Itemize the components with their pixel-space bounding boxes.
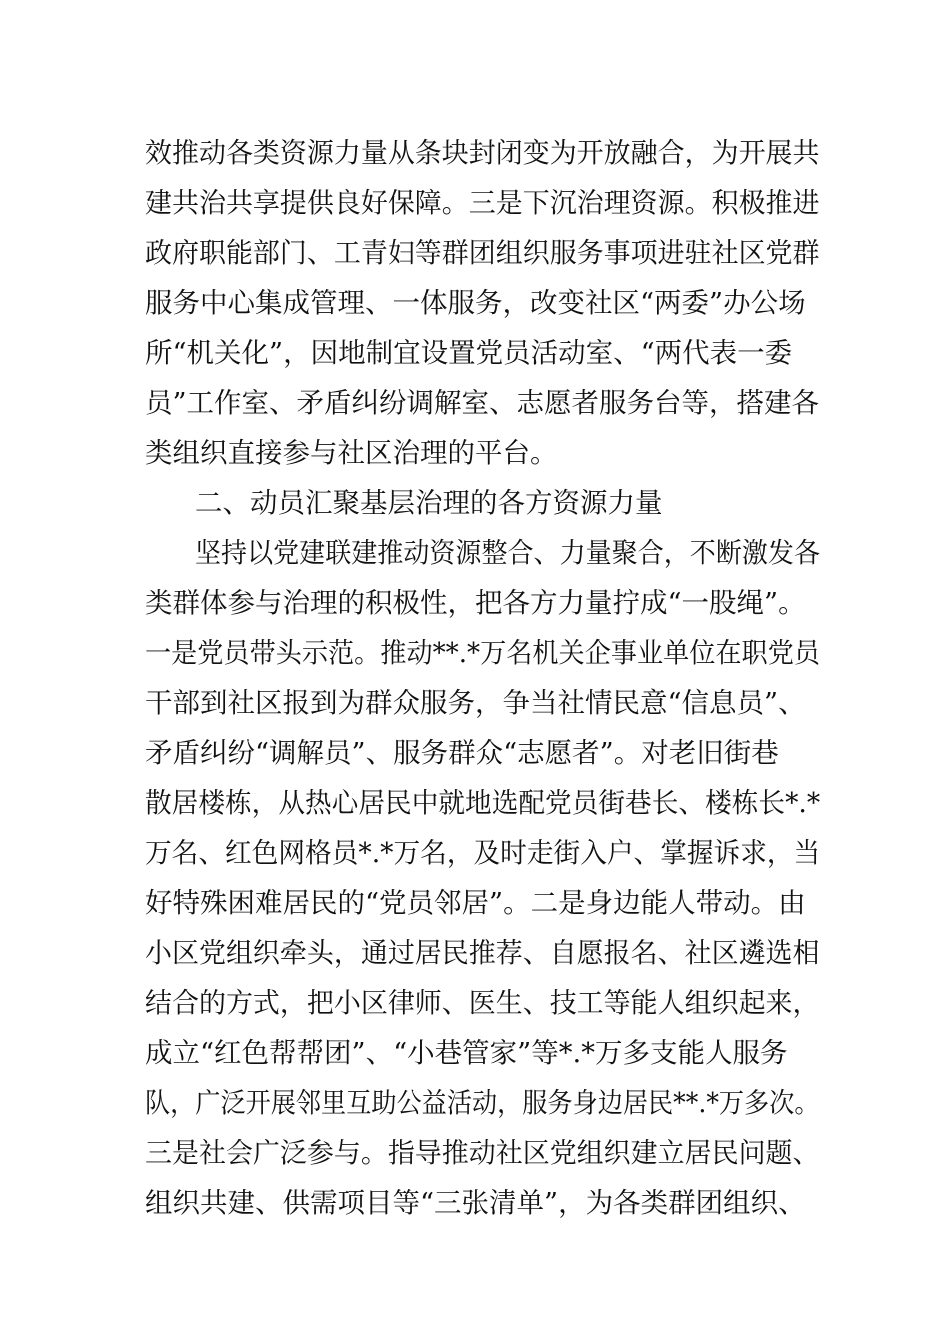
text-line: 一是党员带头示范。推动**.*万名机关企事业单位在职党员 (145, 637, 820, 669)
text-line: 小区党组织牵头，通过居民推荐、自愿报名、社区遴选相 (145, 937, 820, 969)
text-line: 三是社会广泛参与。指导推动社区党组织建立居民问题、 (145, 1137, 820, 1169)
text-line: 服务中心集成管理、一体服务，改变社区“两委”办公场 (145, 287, 806, 319)
text-line: 矛盾纠纷“调解员”、服务群众“志愿者”。对老旧街巷 (145, 737, 779, 769)
text-line: 政府职能部门、工青妇等群团组织服务事项进驻社区党群 (145, 237, 820, 269)
text-line: 员”工作室、矛盾纠纷调解室、志愿者服务台等，搭建各 (145, 387, 820, 419)
text-line: 建共治共享提供良好保障。三是下沉治理资源。积极推进 (145, 187, 820, 219)
text-line: 干部到社区报到为群众服务，争当社情民意“信息员”、 (145, 687, 806, 719)
text-line: 所“机关化”，因地制宜设置党员活动室、“两代表一委 (145, 337, 793, 369)
text-line: 类群体参与治理的积极性，把各方力量拧成“一股绳”。 (145, 587, 806, 619)
text-line: 坚持以党建联建推动资源整合、力量聚合，不断激发各 (195, 537, 821, 569)
text-line: 散居楼栋，从热心居民中就地选配党员街巷长、楼栋长*.* (145, 787, 821, 819)
text-line: 万名、红色网格员*.*万名，及时走街入户、掌握诉求，当 (145, 837, 821, 869)
section-heading: 二、动员汇聚基层治理的各方资源力量 (195, 487, 663, 519)
text-line: 组织共建、供需项目等“三张清单”，为各类群团组织、 (145, 1187, 806, 1219)
text-line: 好特殊困难居民的“党员邻居”。二是身边能人带动。由 (145, 887, 806, 919)
text-line: 效推动各类资源力量从条块封闭变为开放融合，为开展共 (145, 137, 820, 169)
text-line: 结合的方式，把小区律师、医生、技工等能人组织起来， (145, 987, 820, 1019)
text-line: 成立“红色帮帮团”、“小巷管家”等*.*万多支能人服务 (145, 1037, 788, 1069)
text-line: 类组织直接参与社区治理的平台。 (145, 437, 558, 469)
text-line: 队，广泛开展邻里互助公益活动，服务身边居民**.*万多次。 (145, 1087, 820, 1119)
